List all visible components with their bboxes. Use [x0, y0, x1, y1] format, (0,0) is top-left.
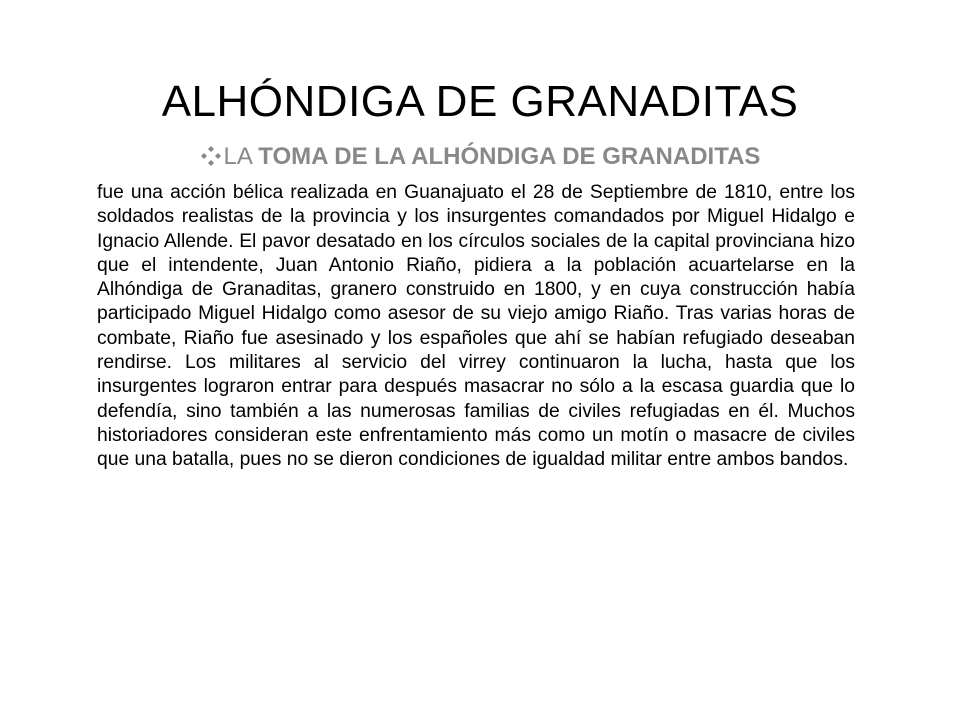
body-paragraph: fue una acción bélica realizada en Guanajuato el 28 de Septiembre de 1810, entre los soldados realistas de la provincia y los insurgentes comandados por Miguel Hidalgo e Ignacio Allende. El pavor desatado en los círculos sociales de la capital provinciana hizo que el intendente, Juan Antonio Riaño, pidiera a la población acuartelarse en la Alhóndiga de Granaditas, granero construido en 1800, y en cuya construcción había participado Miguel Hidalgo como asesor de su viejo amigo Riaño. Tras varias horas de combate, Riaño fue asesinado y los españoles que ahí se habían refugiado deseaban rendirse. Los militares al servicio del virrey continuaron la lucha, hasta que los insurgentes lograron entrar para después masacrar no sólo a la escasa guardia que lo defendía, sino también a las numerosas familias de civiles refugiadas en él. Muchos historiadores consideran este enfrentamiento más como un motín o masacre de civiles que una batalla, pues no se dieron condiciones de igualdad militar entre ambos bandos. — [97, 182, 855, 471]
slide-subtitle — [0, 140, 960, 174]
subtitle-prefix: LA — [223, 143, 252, 170]
slide-title: ALHÓNDIGA DE GRANADITAS — [161, 77, 799, 126]
diamond-bullet-icon — [200, 145, 222, 167]
subtitle-emphasis: TOMA DE LA ALHÓNDIGA DE GRANADITAS — [258, 143, 761, 170]
